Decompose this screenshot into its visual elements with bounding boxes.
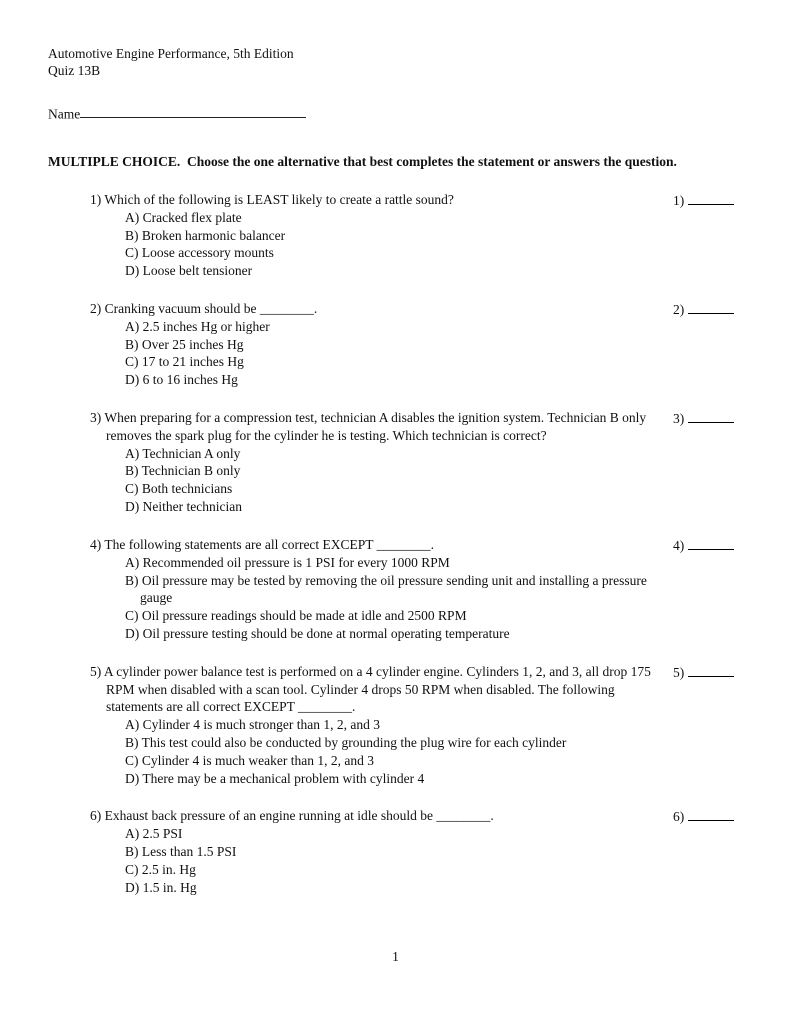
question-number: 4) — [90, 536, 102, 552]
choice: A) 2.5 inches Hg or higher — [125, 318, 270, 334]
quiz-title: Quiz 13B — [48, 62, 101, 78]
choice: B) Broken harmonic balancer — [125, 227, 286, 243]
question-line — [90, 409, 662, 445]
answer-area — [673, 807, 745, 826]
answer-blank — [688, 807, 734, 821]
choice: A) Cracked flex plate — [125, 209, 242, 225]
question-number: 3) — [90, 410, 102, 425]
choice: D) Loose belt tensioner — [125, 263, 253, 279]
question-text: Cranking vacuum should be ________. — [104, 300, 318, 316]
question-line — [90, 191, 662, 209]
question-block — [90, 409, 745, 516]
choices-list — [125, 716, 662, 787]
question-main — [90, 300, 662, 389]
answer-area — [673, 536, 745, 555]
choice: C) Cylinder 4 is much weaker than 1, 2, and 3 — [125, 752, 374, 768]
book-title: Automotive Engine Performance, 5th Edition — [48, 46, 294, 61]
question-line — [90, 807, 662, 825]
choice: A) Cylinder 4 is much stronger than 1, 2, and 3 — [125, 717, 380, 733]
choice: C) Loose accessory mounts — [125, 245, 274, 261]
choice: A) 2.5 PSI — [125, 826, 183, 842]
answer-blank — [688, 536, 734, 550]
name-label: Name — [48, 106, 81, 122]
choice: B) Less than 1.5 PSI — [125, 844, 237, 860]
question-block — [90, 807, 745, 896]
document-header — [48, 46, 745, 80]
question-block — [90, 663, 745, 788]
question-text: The following statements are all correct EXCEPT ________. — [104, 536, 435, 552]
answer-number: 3) — [673, 410, 685, 426]
choice: A) Technician A only — [125, 445, 241, 461]
question-number: 1) — [90, 191, 102, 207]
name-blank — [80, 104, 306, 119]
choice: C) Both technicians — [125, 481, 233, 497]
answer-number: 2) — [673, 301, 685, 317]
choices-list — [125, 318, 662, 389]
choice: B) Over 25 inches Hg — [125, 336, 244, 352]
answer-blank — [688, 663, 734, 677]
name-row — [48, 104, 745, 123]
question-block — [90, 300, 745, 389]
answer-area — [673, 191, 745, 210]
choice: D) Neither technician — [125, 499, 242, 515]
choices-list — [125, 554, 662, 643]
choice: D) 1.5 in. Hg — [125, 879, 197, 895]
question-block — [90, 191, 745, 280]
answer-number: 5) — [673, 664, 685, 680]
answer-number: 6) — [673, 809, 685, 825]
choice: D) Oil pressure testing should be done at normal operating temperature — [125, 625, 510, 641]
question-text: When preparing for a compression test, technician A disables the ignition system. Technician B only removes the spark plug for the cylinder he is testing. Which technician is correct? — [104, 410, 647, 443]
question-line — [90, 536, 662, 554]
choice: B) This test could also be conducted by grounding the plug wire for each cylinder — [125, 735, 567, 750]
choice: D) 6 to 16 inches Hg — [125, 372, 238, 388]
choice: C) 17 to 21 inches Hg — [125, 354, 244, 370]
choice: C) Oil pressure readings should be made at idle and 2500 RPM — [125, 608, 467, 624]
question-number: 5) — [90, 663, 102, 679]
section-heading: MULTIPLE CHOICE. Choose the one alternative that best completes the statement or answers the question. — [48, 154, 677, 170]
question-line — [90, 663, 662, 716]
choice: C) 2.5 in. Hg — [125, 861, 196, 877]
answer-area — [673, 663, 745, 682]
question-main — [90, 807, 662, 896]
answer-number: 1) — [673, 192, 685, 208]
question-block — [90, 536, 745, 643]
choice: D) There may be a mechanical problem with cylinder 4 — [125, 770, 425, 786]
choices-list — [125, 445, 662, 516]
answer-blank — [688, 300, 734, 314]
choices-list — [125, 209, 662, 280]
question-main — [90, 191, 662, 280]
choice: B) Technician B only — [125, 463, 241, 479]
question-text: A cylinder power balance test is performed on a 4 cylinder engine. Cylinders 1, 2, and 3, all drop 175 RPM when disabled with a scan tool. Cylinder 4 drops 50 RPM when disabled. The following statements are all correct EXCEPT ________. — [103, 663, 651, 715]
answer-blank — [688, 191, 734, 205]
page-number: 1 — [392, 949, 399, 965]
question-text: Which of the following is LEAST likely to create a rattle sound? — [104, 191, 454, 207]
question-number: 2) — [90, 300, 102, 316]
choice: A) Recommended oil pressure is 1 PSI for every 1000 RPM — [125, 554, 450, 570]
question-main — [90, 663, 662, 788]
question-line — [90, 300, 662, 318]
choices-list — [125, 825, 662, 896]
question-main — [90, 536, 662, 643]
question-number: 6) — [90, 808, 102, 824]
questions-list — [48, 191, 745, 897]
question-text: Exhaust back pressure of an engine running at idle should be ________. — [104, 808, 494, 824]
answer-blank — [688, 409, 734, 423]
answer-number: 4) — [673, 537, 685, 553]
answer-area — [673, 409, 745, 428]
question-main — [90, 409, 662, 516]
answer-area — [673, 300, 745, 319]
choice: B) Oil pressure may be tested by removing the oil pressure sending unit and installing a pressure gauge — [125, 572, 647, 606]
